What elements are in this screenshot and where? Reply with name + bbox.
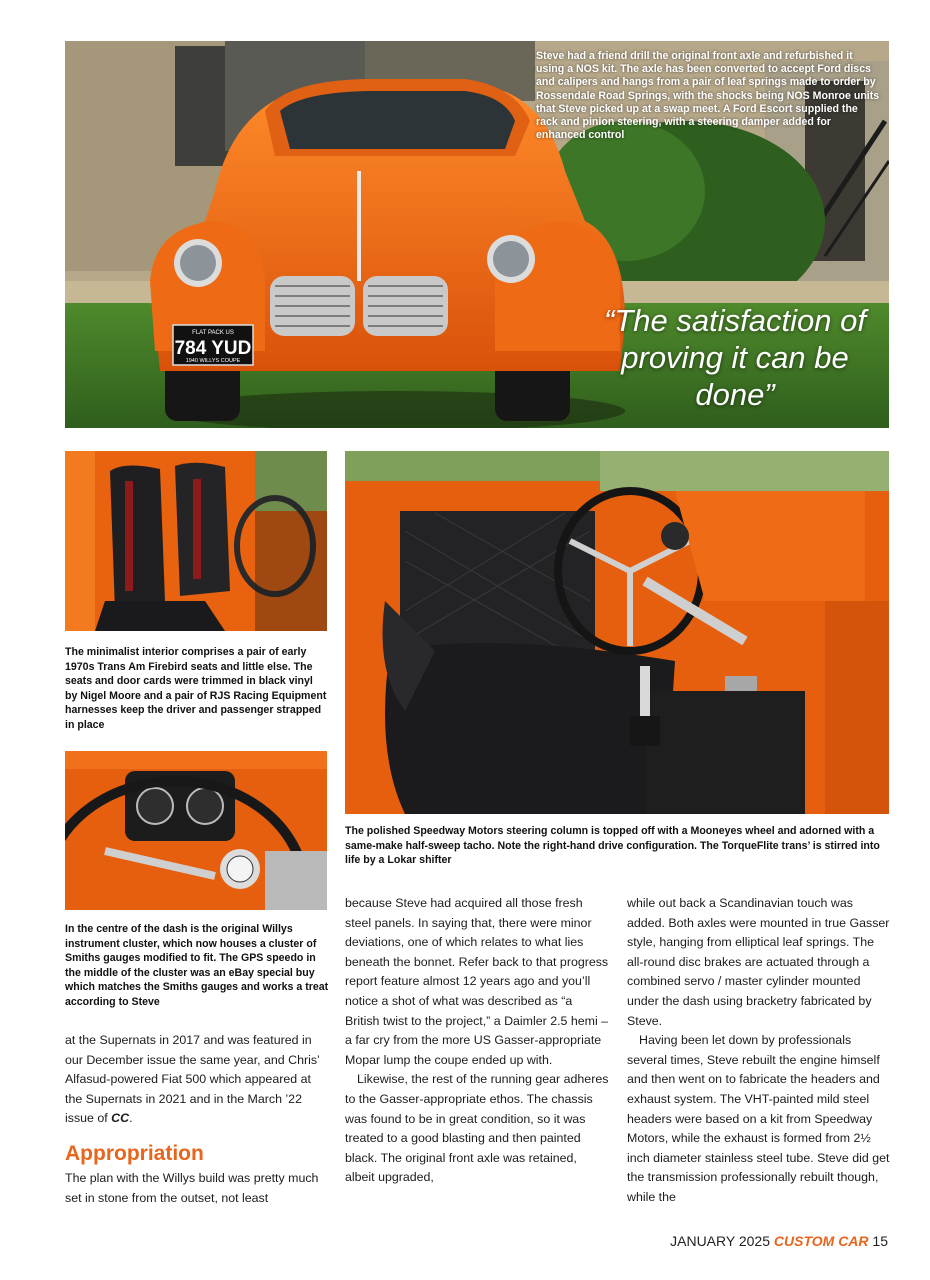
hero-caption: Steve had a friend drill the original front axle and refurbished it using a NOS kit. The axle has been converted to accept Ford discs and calipers and hangs from a pair of leaf springs made to order by Rossendale Road Springs, with the shocks being NOS Monroe units that Steve picked up at a swap meet. A Ford Escort supplied the rack and pinion steering, with a steering damper added for enhanced control bbox=[536, 50, 880, 142]
col1-bottom-text: The plan with the Willys build was pretty much set in stone from the outset, not least bbox=[65, 1171, 319, 1205]
col2-paragraph-1: because Steve had acquired all those fresh steel panels. In saying that, there were minor deviations, one of which relates to what lies beneath the bonnet. Refer back to that progress report feature almost 12 years ago and you’ll notice a shot of what was described as “a British twist to the project,” a Daimler 2.5 hemi – a far cry from the more US Gasser-appropriate Mopar lump the coupe ended up with. bbox=[345, 896, 609, 1067]
seats-caption: The minimalist interior comprises a pair of early 1970s Trans Am Firebird seats and little else. The seats and door cards were trimmed in black vinyl by Nigel Moore and a pair of RJS Racing Equipment harnesses keep the driver and passenger strapped in place bbox=[65, 646, 327, 731]
pull-quote: “The satisfaction of proving it can be done” bbox=[604, 303, 866, 412]
col1-top-text: at the Supernats in 2017 and was featured in our December issue the same year, and Chris’ Alfasud-powered Fiat 500 which appeared at the Supernats in 2021 and in the March ’22 issue of bbox=[65, 1033, 320, 1126]
steering-wheel-cabin-image bbox=[345, 451, 889, 814]
dash-caption: In the centre of the dash is the original Willys instrument cluster, which now houses a cluster of Smiths gauges modified to fit. The GPS speedo in the middle of the cluster was an eBay special buy which matches the Smiths gauges and works a treat according to Steve bbox=[65, 923, 329, 1008]
issue-date: JANUARY 2025 bbox=[670, 1233, 770, 1249]
article-col1-bottom bbox=[65, 1169, 330, 1208]
magazine-abbrev: CC bbox=[111, 1111, 130, 1126]
article-col1-top bbox=[65, 1031, 330, 1129]
interior-seats-image bbox=[65, 451, 327, 631]
instrument-cluster-image bbox=[65, 751, 327, 910]
page-footer bbox=[670, 1232, 888, 1250]
plate-bottom-text: 1940 WILLYS COUPE bbox=[185, 358, 241, 364]
col3-paragraph-1: while out back a Scandinavian touch was added. Both axles were mounted in true Gasser style, hanging from elliptical leaf springs. The all-round disc brakes are actuated through a combined servo / master cylinder mounted under the dash using bracketry fabricated by Steve. bbox=[627, 896, 890, 1028]
page-number: 15 bbox=[872, 1233, 888, 1249]
plate-number-text: 784 YUD bbox=[174, 338, 252, 359]
article-col3 bbox=[627, 894, 891, 1208]
section-heading: Appropriation bbox=[65, 1142, 204, 1165]
dash-photo bbox=[65, 751, 327, 910]
col3-paragraph-2: Having been let down by professionals several times, Steve rebuilt the engine himself and then went on to fabricate the headers and exhaust system. The VHT-painted mild steel headers were based on a kit from Speedway Motors, while the exhaust is formed from 2½ inch diameter stainless steel tube. Steve did get the transmission professionally rebuilt though, while the bbox=[627, 1033, 890, 1204]
article-col2 bbox=[345, 894, 609, 1188]
cabin-caption: The polished Speedway Motors steering column is topped off with a Mooneyes wheel and adorned with a same-make half-sweep tacho. Note the right-hand drive configuration. The TorqueFlite trans’ is stirred into life by a Lokar shifter bbox=[345, 825, 880, 867]
col2-paragraph-2: Likewise, the rest of the running gear adheres to the Gasser-appropriate ethos. The chassis was found to be in great condition, so it was treated to a good blasting and then painted black. The original front axle was retained, albeit upgraded, bbox=[345, 1072, 609, 1185]
magazine-name: CUSTOM CAR bbox=[773, 1233, 869, 1249]
seats-photo bbox=[65, 451, 327, 631]
col1-top-end: . bbox=[129, 1111, 133, 1126]
cabin-photo bbox=[345, 451, 889, 814]
plate-top-text: FLAT PACK US bbox=[192, 330, 234, 336]
